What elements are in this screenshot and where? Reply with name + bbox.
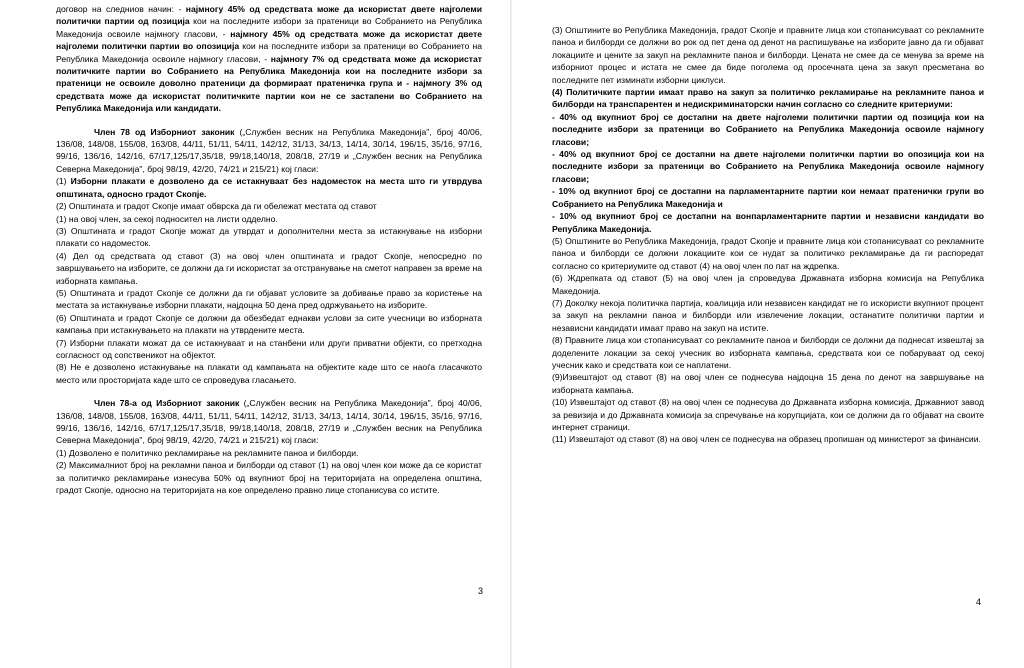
page-number: 4: [976, 597, 982, 607]
text-run: најмногу 45% од средствата може да искористат двете најголеми политички партии во опозиција: [56, 28, 482, 52]
text-run: - 10% од вкупниот број се достапни на парламентарните партии кои немаат пратенички групи во Собранието на Република Македонија и: [552, 186, 984, 209]
paragraph-item: [552, 185, 984, 210]
article-78-title: Член 78 од Изборниот законик: [94, 126, 235, 137]
text-run: (8) Правните лица кои стопанисуваат со рекламните паноа и билборди се должни да поднесат извештај за доделените локации за секој учесник во изборната кампања, средствата кои се побаруваат од секој учесник како и средствата кои се наплатени.: [552, 335, 984, 370]
article-78a-gazette: („Службен весник на Република Македонија", број 40/06, 136/08, 148/08, 155/08, 163/08, 44/11, 51/11, 54/11, 142/12, 31/13, 34/13, 14/14, 30/14, 196/15, 35/16, 97/16, 99/16, 136/16, 142/16, 67/17,125/17,35/18, 99/18,140/18, 208/18, 27/19 и „Службен весник на Република Северна Македонија", број 98/19, 42/20, 74/21 и 215/21) кој гласи:: [56, 398, 482, 446]
paragraph-item: [552, 334, 984, 371]
paragraph-item: [56, 447, 482, 459]
text-run: (1) на овој член, за секој подносител на листи одделно.: [56, 213, 278, 224]
paragraph-item: [552, 24, 984, 86]
text-run: (1) Дозволено е политичко рекламирање на рекламните паноа и билборди.: [56, 447, 359, 458]
article-78a-continued-items: [552, 24, 984, 446]
paragraph-item: [552, 210, 984, 235]
text-run: (4) Политичките партии имаат право на закуп за политичко рекламирање на рекламните паноа и билборди на транспарентен и недискриминаторски начин согласно со следните критериуми:: [552, 87, 984, 110]
article-78a-items: [56, 447, 482, 497]
intro-paragraph: [56, 3, 482, 115]
text-run: - 10% од вкупниот број се достапни на вонпарламентарните партии и независни кандидати во Република Македонија.: [552, 211, 984, 234]
text-run: (9)Извештајот од ставот (8) на овој член се поднесува најдоцна 15 дена по денот на завршување на изборната кампања.: [552, 372, 984, 395]
paragraph-item: [552, 148, 984, 185]
paragraph-item: [552, 235, 984, 272]
text-run: кои на последните избори за пратеници во Собранието на Република Македонија освоиле најмногу гласови, -: [56, 41, 482, 64]
text-run: - 40% од вкупниот број се достапни на двете најголеми политички партии во опозиција кои на последните избори за пратеници во Собранието на Република Македонија освоиле најмногу гласови;: [552, 149, 984, 184]
text-run: (7) Изборни плакати можат да се истакнуваат и на станбени или други приватни објекти, со претходна согласност од сопственикот на објектот.: [56, 337, 482, 360]
text-run: (5) Општините во Република Македонија, градот Скопје и правните лица кои стопанисуваат со рекламните паноа и билборди се должни локациите кои се нудат за политичко рекламирање да ги распоредат согласно со критериумите од ставот (4) на овој член по пат на ждрепка.: [552, 235, 984, 271]
text-run: (1): [56, 176, 71, 187]
paragraph-item: [552, 433, 984, 445]
paragraph-item: [56, 312, 482, 337]
paragraph-item: [552, 371, 984, 396]
paragraph-item: [56, 337, 482, 362]
text-run: Изборни плакати е дозволено да се истакнуваат без надоместок на места што ги утврдува општината, односно градот Скопје.: [56, 176, 482, 199]
article-78-gazette: („Службен весник на Република Македонија", број 40/06, 136/08, 148/08, 155/08, 163/08, 44/11, 51/11, 54/11, 142/12, 31/13, 34/13, 14/14, 30/14, 196/15, 35/16, 97/16, 99/16, 136/16, 142/16, 67/17,125/17,35/18, 99/18,140/18, 208/18, 27/19 и „Службен весник на Република Северна Македонија", број 98/19, 42/20, 74/21 и 215/21) кој гласи:: [56, 126, 482, 174]
paragraph-item: [552, 111, 984, 148]
text-run: (2) Максималниот број на рекламни паноа и билборди од ставот (1) на овој член кои може да се користат за политичко рекламирање изнесува 50% од вкупниот број на територијата на определена општина, градот Скопје, односно на територијата на кое определено правно лице стопанисува со истите.: [56, 460, 482, 496]
article-78-heading: [56, 126, 482, 176]
article-78a-heading: [56, 397, 482, 447]
paragraph-item: [56, 175, 482, 200]
article-78a-title: Член 78-а од Изборниот законик: [94, 398, 240, 409]
page-4: [512, 0, 1024, 668]
text-run: најмногу 45% од средствата може да искористат двете најголеми политички партии од позиција: [56, 4, 482, 27]
paragraph-item: [56, 225, 482, 250]
text-run: најмногу 7% од средствата може да искористат политичките партии во Собранието на Република Македонија кои на последните избори за пратеници не освоиле доволно пратеници да формираат пратеничка група и - најмногу 3% од средствата може да искористат политичките партии кои не се застапени во Собранието на Република Македонија или кандидати.: [56, 53, 482, 114]
text-run: (4) Дел од средствата од ставот (3) на овој член општината и градот Скопје, непосредно по завршувањето на изборите, се должни да ги искористат за отстранување на сметот направен за време на изборната кампања.: [56, 250, 482, 286]
paragraph-item: [552, 396, 984, 433]
text-run: (5) Општината и градот Скопје се должни да ги објават условите за добивање право за користење на местата за истакнување изборни плакати, најдоцна 50 дена пред одржувањето на изборите.: [56, 287, 482, 311]
text-run: (6) Ждрепката од ставот (5) на овој член ја спроведува Државната изборна комисија на Република Македонија.: [552, 273, 984, 296]
text-run: (7) Доколку некоја политичка партија, коалиција или независен кандидат не го искористи вкупниот процент за закуп на рекламни паноа и билборди или извлечение локации, останатите политички партии и независни кандидати имаат право на закуп на истите.: [552, 297, 984, 333]
paragraph-item: [552, 86, 984, 111]
text-run: - 40% од вкупниот број се достапни на двете најголеми политички партии од позиција кои на последните избори за пратеници во Собранието на Република Македонија освоиле најмногу гласови;: [552, 111, 984, 147]
page-3-text: [56, 3, 482, 496]
text-run: кои на последните избори за пратеници во Собранието на Република Македонија освоиле најмногу гласови, -: [56, 16, 482, 39]
paragraph-item: [56, 287, 482, 312]
text-run: (3) Општините во Република Македонија, градот Скопје и правните лица кои стопанисуваат со рекламните паноа и билборди се должни во рок од пет дена од денот на распишување на изборите јавно да ги објават локациите и цените за закуп на рекламните паноа и билборди. Цената не смее да се менува за време на изборниот процес и истата не смее да биде поголема од просечната цена за закуп пресметана во последните пет изминати изборни циклуси.: [552, 25, 984, 85]
paragraph-item: [56, 213, 482, 225]
text-run: договор на следниов начин: -: [56, 4, 186, 14]
paragraph-item: [56, 459, 482, 496]
paragraph-item: [552, 297, 984, 334]
text-run: (11) Извештајот од ставот (8) на овој член се поднесува на образец пропишан од министерот за финансии.: [552, 434, 981, 445]
text-run: (6) Општината и градот Скопје се должни да обезбедат еднакви услови за сите учесници во изборната кампања при истакнувањето на плакати на утврдените места.: [56, 312, 482, 336]
text-run: (8) Не е дозволено истакнување на плакати од кампањата на објектите каде што се наоѓа гласачкото место или просторијата каде што се спроведува гласањето.: [56, 362, 482, 385]
paragraph-item: [552, 272, 984, 297]
paragraph-item: [56, 250, 482, 287]
page-4-text: [552, 24, 984, 446]
text-run: (10) Извештајот од ставот (8) на овој член се поднесува до Државната изборна комисија, Државниот завод за ревизија и до Државната комисија за спречување на корупцијата, кои се должни да го објават на своите интернет страници.: [552, 397, 984, 432]
article-78-items: [56, 175, 482, 386]
paragraph-item: [56, 361, 482, 386]
text-run: (3) Општината и градот Скопје можат да утврдат и дополнителни места за истакнување на изборни плакати со надоместок.: [56, 225, 482, 249]
page-number: 3: [478, 586, 484, 596]
text-run: (2) Општината и градот Скопје имаат обврска да ги обележат местата од ставот: [56, 201, 377, 212]
paragraph-item: [56, 200, 482, 212]
